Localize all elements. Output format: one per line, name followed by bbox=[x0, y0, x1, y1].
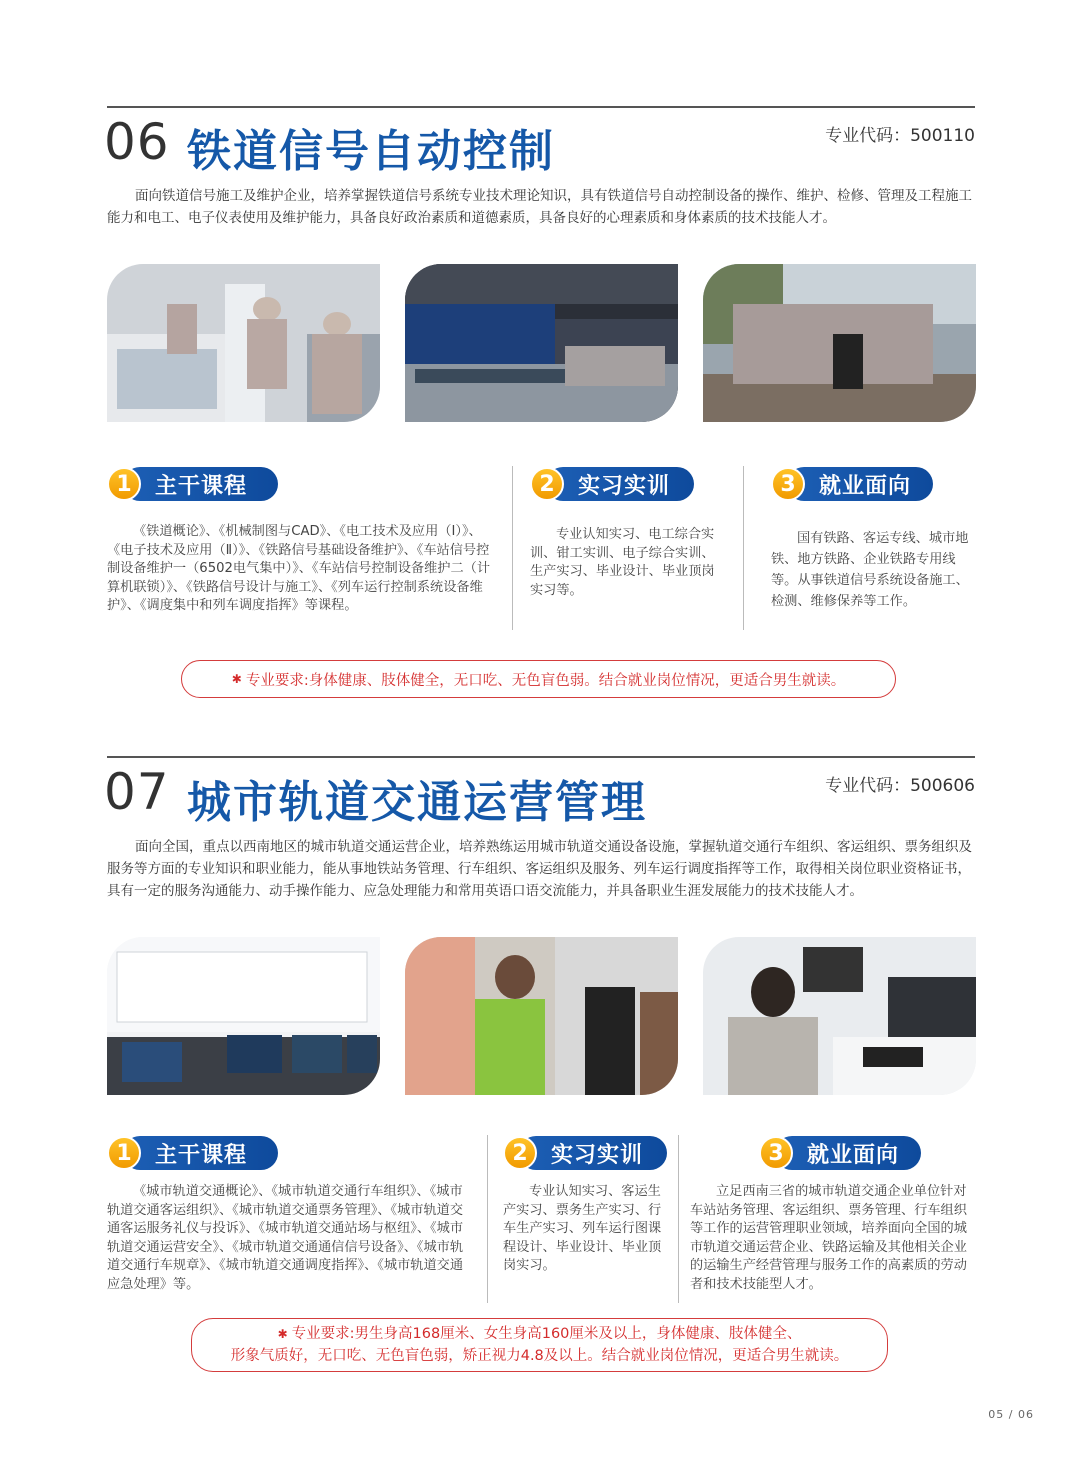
employment-text-07: 立足西南三省的城市轨道交通企业单位针对车站站务管理、客运组织、票务管理、行车组织等工作的运营管理职业领域，培养面向全国的城市轨道交通运营企业、铁路运输及其他相关企业的运输生产经营管理与服务工作的高素质的劳动者和技术技能型人才。 bbox=[690, 1184, 967, 1292]
section-06-top-rule bbox=[107, 106, 975, 108]
section-06-code: 专业代码：500110 bbox=[825, 126, 975, 146]
requirements-07 bbox=[191, 1318, 888, 1372]
courses-text-06: 《铁道概论》、《机械制图与CAD》、《电工技术及应用（Ⅰ）》、《电子技术及应用（Ⅱ）》、《铁路信号基础设备维护》、《车站信号控制设备维护一（6502电气集中）》、《车站信号控制设备维护二（计算机联锁）》、《铁路信号设计与施工》、《列车运行控制系统设备维护》、《调度集中和列车调度指挥》等课程。 bbox=[107, 524, 491, 613]
badge-label: 实习实训 bbox=[551, 1142, 644, 1168]
photo-railway-field bbox=[703, 264, 976, 422]
requirements-line2: 形象气质好，无口吃、无色盲色弱，矫正视力4.8及以上。结合就业岗位情况，更适合男生就读。 bbox=[230, 1348, 849, 1364]
requirements-line1: 专业要求:男生身高168厘米、女生身高160厘米及以上，身体健康、肢体健全、 bbox=[291, 1326, 802, 1342]
photo-station-service bbox=[405, 937, 678, 1095]
star-icon: ✱ bbox=[277, 1327, 288, 1341]
section-06-intro: 面向铁道信号施工及维护企业，培养掌握铁道信号系统专业技术理论知识，具有铁道信号自动控制设备的操作、维护、检修、管理及工程施工能力和电工、电子仪表使用及维护能力，具备良好政治素质和道德素质，具备良好的心理素质和身体素质的技术技能人才。 bbox=[107, 188, 972, 226]
badge-label: 就业面向 bbox=[819, 473, 912, 499]
badge-number: 2 bbox=[530, 467, 564, 501]
section-07-top-rule bbox=[107, 756, 975, 758]
star-icon: ✱ bbox=[231, 672, 242, 686]
section-07-intro: 面向全国，重点以西南地区的城市轨道交通运营企业，培养熟练运用城市轨道交通设备设施，掌握轨道交通行车组织、客运组织、票务组织及服务等方面的专业知识和职业能力，能从事地铁站务管理、行车组织、客运组织及服务、列车运行调度指挥等工作，取得相关岗位职业资格证书，具有一定的服务沟通能力、动手操作能力、应急处理能力和常用英语口语交流能力，并具备职业生涯发展能力的技术技能人才。 bbox=[107, 839, 972, 899]
badge-label: 主干课程 bbox=[155, 1142, 248, 1168]
badge-number: 1 bbox=[107, 467, 141, 501]
badge-label: 主干课程 bbox=[155, 473, 248, 499]
badge-number: 3 bbox=[771, 467, 805, 501]
column-divider bbox=[487, 1135, 488, 1303]
badge-courses-07 bbox=[107, 1135, 247, 1171]
photo-dispatch-panel bbox=[107, 937, 380, 1095]
requirements-text: 专业要求:身体健康、肢体健全，无口吃、无色盲色弱。结合就业岗位情况，更适合男生就读。 bbox=[245, 672, 846, 689]
badge-training-06 bbox=[530, 466, 670, 502]
badge-employment-07 bbox=[759, 1135, 899, 1171]
badge-training-07 bbox=[503, 1135, 643, 1171]
photo-operator-desk bbox=[703, 937, 976, 1095]
courses-text-07: 《城市轨道交通概论》、《城市轨道交通行车组织》、《城市轨道交通客运组织》、《城市轨道交通票务管理》、《城市轨道交通客运服务礼仪与投诉》、《城市轨道交通站场与枢纽》、《城市轨道交通运营安全》、《城市轨道交通通信信号设备》、《城市轨道交通行车规章》、《城市轨道交通调度指挥》、《城市轨道交通应急处理》等。 bbox=[107, 1184, 464, 1292]
badge-label: 就业面向 bbox=[807, 1142, 900, 1168]
badge-number: 2 bbox=[503, 1136, 537, 1170]
badge-number: 3 bbox=[759, 1136, 793, 1170]
section-06-number: 06 bbox=[104, 113, 170, 171]
section-07-code: 专业代码：500606 bbox=[825, 776, 975, 796]
training-text-07: 专业认知实习、客运生产实习、票务生产实习、行车生产实习、列车运行图课程设计、毕业设计、毕业顶岗实习。 bbox=[503, 1184, 662, 1273]
column-divider bbox=[512, 466, 513, 630]
section-07-number: 07 bbox=[104, 763, 170, 821]
column-divider bbox=[678, 1135, 679, 1303]
badge-employment-06 bbox=[771, 466, 911, 502]
badge-courses-06 bbox=[107, 466, 247, 502]
badge-label: 实习实训 bbox=[578, 473, 671, 499]
section-07-title: 城市轨道交通运营管理 bbox=[187, 777, 647, 828]
training-text-06: 专业认知实习、电工综合实训、钳工实训、电子综合实训、生产实习、毕业设计、毕业顶岗实习等。 bbox=[530, 527, 715, 598]
badge-number: 1 bbox=[107, 1136, 141, 1170]
requirements-06 bbox=[181, 660, 896, 698]
section-06-title: 铁道信号自动控制 bbox=[187, 126, 555, 177]
column-divider bbox=[743, 466, 744, 630]
photo-signal-lab bbox=[107, 264, 380, 422]
employment-text-06: 国有铁路、客运专线、城市地铁、地方铁路、企业铁路专用线等。从事铁道信号系统设备施工、检测、维修保养等工作。 bbox=[771, 531, 969, 609]
photo-control-center bbox=[405, 264, 678, 422]
page-number: 05 / 06 bbox=[988, 1408, 1034, 1421]
